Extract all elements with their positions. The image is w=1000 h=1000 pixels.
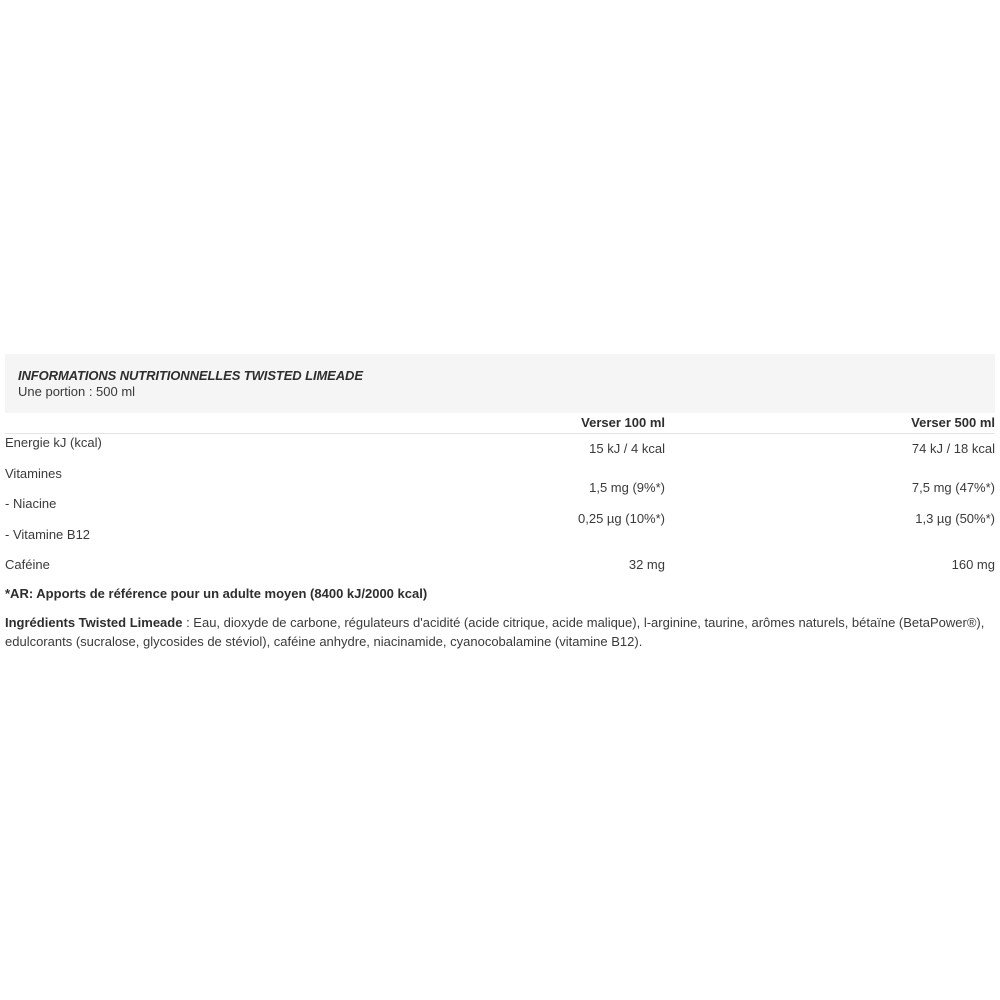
row-value-100ml: 32 mg [628, 557, 665, 572]
row-value-100ml: 15 kJ / 4 kcal [589, 441, 665, 456]
row-label: Energie kJ (kcal) [5, 435, 102, 450]
column-header-100ml: Verser 100 ml [581, 415, 665, 430]
row-label: Caféine [5, 557, 50, 572]
row-value-500ml: 7,5 mg (47%*) [911, 480, 995, 495]
table-row [5, 465, 995, 496]
table-row [5, 510, 995, 557]
row-label: - Niacine [5, 496, 57, 511]
table-row [5, 556, 995, 587]
reference-intake-note: *AR: Apports de référence pour un adulte moyen (8400 kJ/2000 kcal) [5, 586, 428, 601]
table-row [5, 434, 995, 465]
serving-size: Une portion : 500 ml [18, 384, 136, 399]
ingredients-paragraph [5, 613, 995, 651]
ingredients-text: : Eau, dioxyde de carbone, régulateurs d'acidité (acide citrique, acide malique), l-arginine, taurine, arômes naturels, bétaïne (BetaPower®), edulcorants (sucralose, glycosides de stéviol), caféine anhydre, niacinamide, cyanocobalamine (vitamine B12). [5, 615, 985, 649]
row-value-500ml: 160 mg [951, 557, 995, 572]
row-label: - Vitamine B12 [5, 526, 91, 542]
nutrition-title: INFORMATIONS NUTRITIONNELLES TWISTED LIMEADE [18, 368, 363, 383]
column-header-500ml: Verser 500 ml [911, 415, 995, 430]
table-column-headers [5, 413, 995, 434]
table-row [5, 480, 995, 526]
row-value-100ml: 1,5 mg (9%*) [589, 480, 665, 495]
ingredients-label: Ingrédients Twisted Limeade [5, 615, 183, 630]
row-value-100ml: 0,25 µg (10%*) [578, 510, 665, 526]
nutrition-panel [5, 354, 995, 649]
nutrition-header [5, 354, 995, 413]
row-value-500ml: 1,3 µg (50%*) [915, 510, 995, 526]
row-value-500ml: 74 kJ / 18 kcal [911, 441, 995, 456]
row-label: Vitamines [5, 465, 62, 481]
